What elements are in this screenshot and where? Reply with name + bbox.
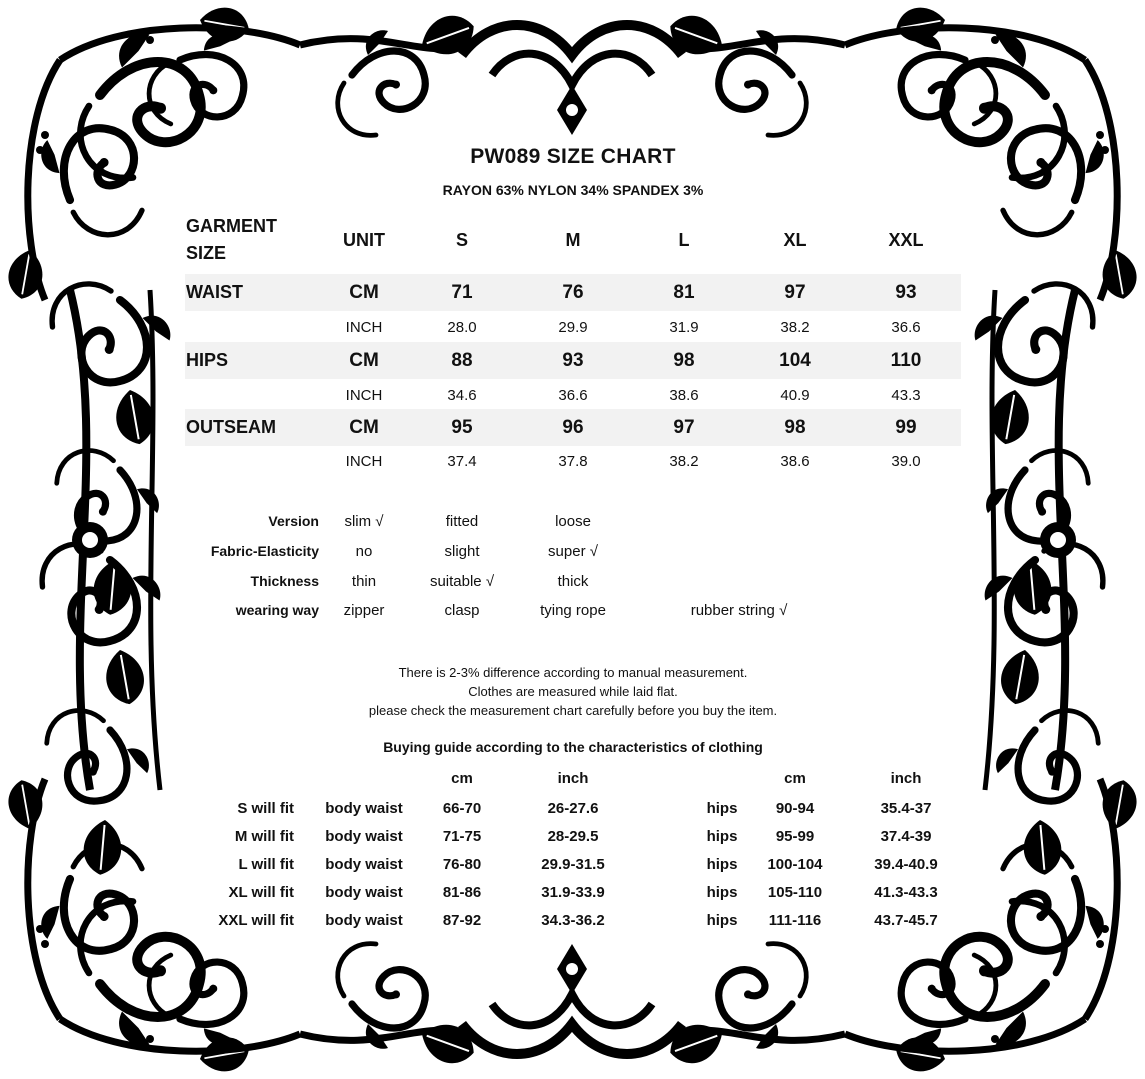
outseam-inch-xxl: 39.0	[891, 453, 921, 470]
unit-inch: INCH	[345, 319, 383, 336]
guide-part2: hips	[706, 856, 738, 873]
guide-hips-cm: 100-104	[767, 856, 823, 873]
header-size-m: M	[565, 230, 581, 250]
row-label-hips: HIPS	[186, 350, 229, 370]
hips-cm-xxl: 110	[890, 350, 922, 371]
guide-waist-cm: 66-70	[442, 800, 482, 817]
guide-waist-cm: 81-86	[442, 884, 482, 901]
guide-waist-inch: 29.9-31.5	[541, 856, 605, 873]
outseam-inch-xl: 38.6	[780, 453, 810, 470]
guide-hips-inch: 37.4-39	[880, 828, 932, 845]
guide-hips-cm: 105-110	[767, 884, 823, 901]
guide-waist-cm: 87-92	[442, 912, 482, 929]
unit-cm: CM	[349, 417, 379, 438]
waist-inch-m: 29.9	[558, 319, 588, 336]
hips-cm-m: 93	[562, 350, 584, 371]
guide-part: body waist	[325, 800, 403, 817]
attr-option: fitted	[445, 513, 479, 530]
guide-size: XL will fit	[228, 884, 294, 901]
note-line: Clothes are measured while laid flat.	[468, 684, 678, 699]
waist-inch-l: 31.9	[669, 319, 699, 336]
guide-waist-inch: 26-27.6	[547, 800, 599, 817]
outseam-cm-xxl: 99	[895, 417, 917, 438]
header-size-xxl: XXL	[888, 230, 924, 250]
guide-title: Buying guide according to the characteristics of clothing	[383, 739, 763, 755]
waist-cm-xl: 97	[784, 282, 806, 303]
unit-cm: CM	[349, 350, 379, 371]
attr-label-wearing-way: wearing way	[235, 602, 319, 618]
outseam-inch-l: 38.2	[669, 453, 699, 470]
attr-option: thick	[557, 573, 589, 590]
hips-inch-xxl: 43.3	[891, 387, 921, 404]
attr-option: slight	[444, 543, 480, 560]
guide-waist-inch: 28-29.5	[547, 828, 599, 845]
guide-waist-cm: 71-75	[442, 828, 482, 845]
header-size-s: S	[455, 230, 469, 250]
guide-col-cm: cm	[451, 770, 473, 787]
guide-col-inch: inch	[890, 770, 922, 787]
attr-option: super √	[548, 543, 598, 560]
row-label-waist: WAIST	[186, 282, 243, 302]
header-size-l: L	[678, 230, 690, 250]
attr-option: zipper	[343, 602, 385, 619]
outseam-cm-s: 95	[451, 417, 473, 438]
attr-label-version: Version	[268, 513, 319, 529]
guide-size: L will fit	[238, 856, 294, 873]
outseam-cm-xl: 98	[784, 417, 806, 438]
guide-part2: hips	[706, 884, 738, 901]
guide-hips-inch: 35.4-37	[880, 800, 932, 817]
guide-col-cm: cm	[784, 770, 806, 787]
guide-hips-cm: 90-94	[775, 800, 815, 817]
waist-inch-xxl: 36.6	[891, 319, 921, 336]
attr-option: tying rope	[540, 602, 606, 619]
header-unit: UNIT	[343, 230, 385, 250]
attr-option: loose	[555, 513, 591, 530]
guide-size: S will fit	[237, 800, 294, 817]
unit-cm: CM	[349, 282, 379, 303]
attr-option: clasp	[444, 602, 480, 619]
header-size-xl: XL	[783, 230, 807, 250]
attr-label-thickness: Thickness	[250, 573, 319, 589]
hips-cm-s: 88	[451, 350, 473, 371]
unit-inch: INCH	[345, 453, 383, 470]
material-composition: RAYON 63% NYLON 34% SPANDEX 3%	[442, 182, 704, 198]
attr-label-elasticity: Fabric-Elasticity	[210, 543, 319, 559]
hips-inch-s: 34.6	[447, 387, 477, 404]
row-label-outseam: OUTSEAM	[186, 417, 276, 437]
hips-inch-xl: 40.9	[780, 387, 810, 404]
guide-part: body waist	[325, 884, 403, 901]
attr-option: suitable √	[429, 573, 495, 590]
waist-inch-xl: 38.2	[780, 319, 810, 336]
guide-waist-inch: 34.3-36.2	[541, 912, 605, 929]
waist-cm-m: 76	[562, 282, 584, 303]
guide-hips-inch: 39.4-40.9	[874, 856, 938, 873]
guide-hips-cm: 111-116	[768, 912, 822, 929]
waist-cm-xxl: 93	[895, 282, 917, 303]
guide-waist-cm: 76-80	[442, 856, 482, 873]
hips-cm-l: 98	[673, 350, 695, 371]
guide-part2: hips	[706, 800, 738, 817]
guide-part2: hips	[706, 912, 738, 929]
header-garment: GARMENT	[186, 216, 277, 236]
unit-inch: INCH	[345, 387, 383, 404]
hips-inch-m: 36.6	[558, 387, 588, 404]
waist-cm-s: 71	[451, 282, 473, 303]
guide-size: XXL will fit	[218, 912, 294, 929]
guide-part2: hips	[706, 828, 738, 845]
waist-inch-s: 28.0	[447, 319, 477, 336]
guide-size: M will fit	[234, 828, 294, 845]
guide-col-inch: inch	[557, 770, 589, 787]
guide-hips-inch: 43.7-45.7	[874, 912, 938, 929]
guide-waist-inch: 31.9-33.9	[541, 884, 605, 901]
guide-part: body waist	[325, 828, 403, 845]
outseam-cm-m: 96	[562, 417, 584, 438]
header-size: SIZE	[186, 243, 227, 263]
attr-option: no	[355, 543, 373, 560]
guide-hips-inch: 41.3-43.3	[874, 884, 938, 901]
waist-cm-l: 81	[673, 282, 695, 303]
guide-part: body waist	[325, 912, 403, 929]
attr-option: rubber string √	[690, 602, 788, 619]
guide-part: body waist	[325, 856, 403, 873]
note-line: There is 2-3% difference according to manual measurement.	[398, 665, 748, 680]
chart-title: PW089 SIZE CHART	[470, 145, 676, 168]
guide-hips-cm: 95-99	[775, 828, 815, 845]
outseam-inch-m: 37.8	[558, 453, 588, 470]
outseam-cm-l: 97	[673, 417, 695, 438]
attr-option: thin	[351, 573, 377, 590]
outseam-inch-s: 37.4	[447, 453, 477, 470]
hips-cm-xl: 104	[779, 350, 811, 371]
hips-inch-l: 38.6	[669, 387, 699, 404]
attr-option: slim √	[344, 513, 384, 530]
note-line: please check the measurement chart carefully before you buy the item.	[368, 703, 778, 718]
